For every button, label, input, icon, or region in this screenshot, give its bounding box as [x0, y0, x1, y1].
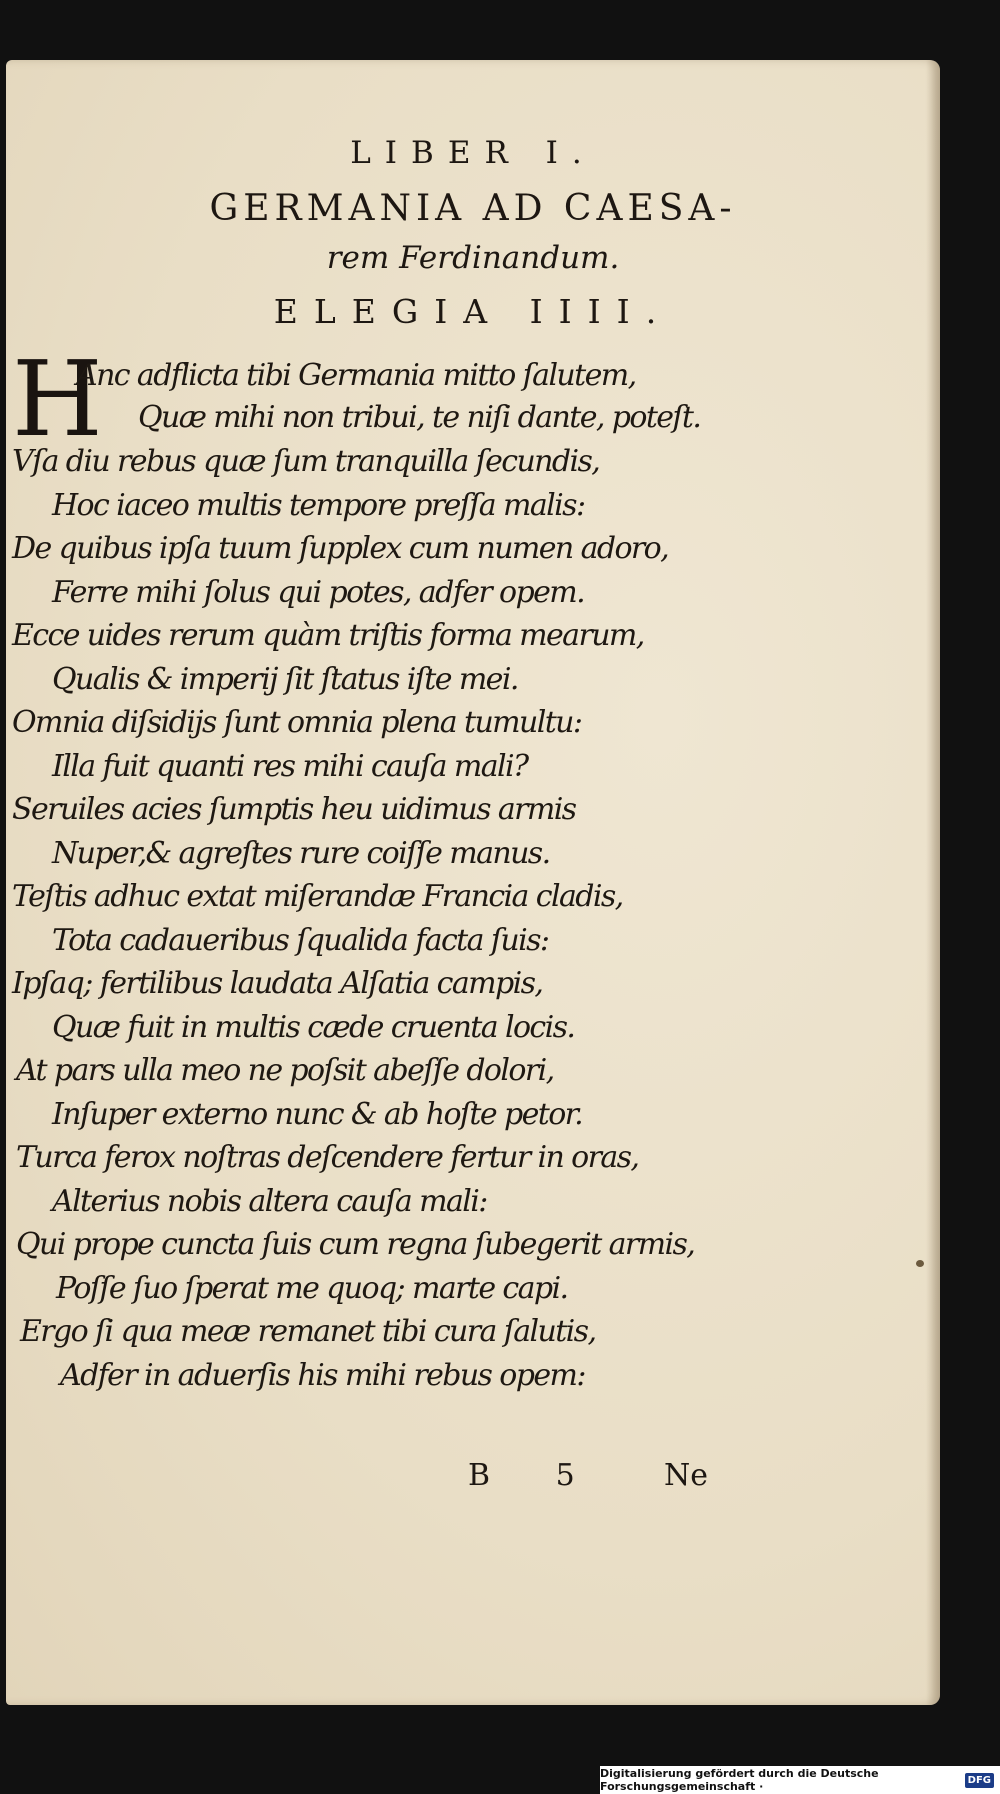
verse-line: Teſtis adhuc extat miſerandæ Francia cladis, — [12, 879, 623, 914]
verse-line: Ergo ſi qua meæ remanet tibi cura ſalutis, — [20, 1314, 596, 1349]
verse-line: Illa fuit quanti res mihi cauſa mali? — [52, 749, 528, 784]
verse-line: Adfer in aduerſis his mihi rebus opem: — [60, 1358, 585, 1393]
drop-cap: H — [12, 338, 103, 460]
verse-line: Alterius nobis altera cauſa mali: — [52, 1184, 487, 1219]
title-line-2: rem Ferdinandum. — [326, 240, 620, 276]
elegy-heading: ELEGIA IIII. — [273, 292, 673, 331]
verse-line: Qui prope cuncta ſuis cum regna ſubegerit armis, — [16, 1227, 695, 1262]
verse-line: Quæ mihi non tribui, te niſi dante, poteſt. — [138, 400, 701, 435]
verse-line: Ecce uides rerum quàm triſtis forma mearum, — [12, 618, 644, 653]
verse-line: Turca ferox noſtras deſcendere fertur in oras, — [16, 1140, 639, 1175]
dfg-logo: DFG — [965, 1773, 994, 1788]
verse-line: Quæ fuit in multis cæde cruenta locis. — [52, 1010, 575, 1045]
verse-line: Ipſaq; fertilibus laudata Alſatia campis, — [12, 966, 543, 1001]
digitization-footer — [600, 1766, 1000, 1794]
verse-line: Inſuper externo nunc & ab hoſte petor. — [52, 1097, 583, 1132]
title-line-1: GERMANIA AD CAESA- — [209, 188, 737, 229]
verse-line: Qualis & imperij ſit ſtatus iſte mei. — [52, 662, 518, 697]
running-head: LIBER I. — [350, 135, 596, 171]
verse-line: Nuper,& agreſtes rure coiſſe manus. — [52, 836, 550, 871]
footer-text: Digitalisierung gefördert durch die Deutsche Forschungsgemeinschaft · — [600, 1767, 879, 1793]
verse-line: De quibus ipſa tuum ſupplex cum numen adoro, — [12, 531, 669, 566]
verse-line: At pars ulla meo ne poſsit abeſſe dolori, — [16, 1053, 554, 1088]
verse-line: Hoc iaceo multis tempore preſſa malis: — [52, 488, 585, 523]
signature-mark: B 5 — [468, 1458, 603, 1493]
verse-line: Seruiles acies ſumptis heu uidimus armis — [12, 792, 576, 827]
verse-line: Tota cadaueribus ſqualida facta ſuis: — [52, 923, 549, 958]
catchword: Ne — [664, 1458, 709, 1493]
book-page — [6, 60, 940, 1705]
verse-line: Vſa diu rebus quæ ſum tranquilla ſecundis, — [12, 444, 600, 479]
paper-stain — [916, 1260, 924, 1267]
verse-line: Poſſe ſuo ſperat me quoq; marte capi. — [56, 1271, 568, 1306]
verse-line: Anc adflicta tibi Germania mitto ſalutem, — [76, 358, 636, 393]
verse-line: Ferre mihi ſolus qui potes, adfer opem. — [52, 575, 585, 610]
verse-line: Omnia diſsidijs ſunt omnia plena tumultu: — [12, 705, 582, 740]
